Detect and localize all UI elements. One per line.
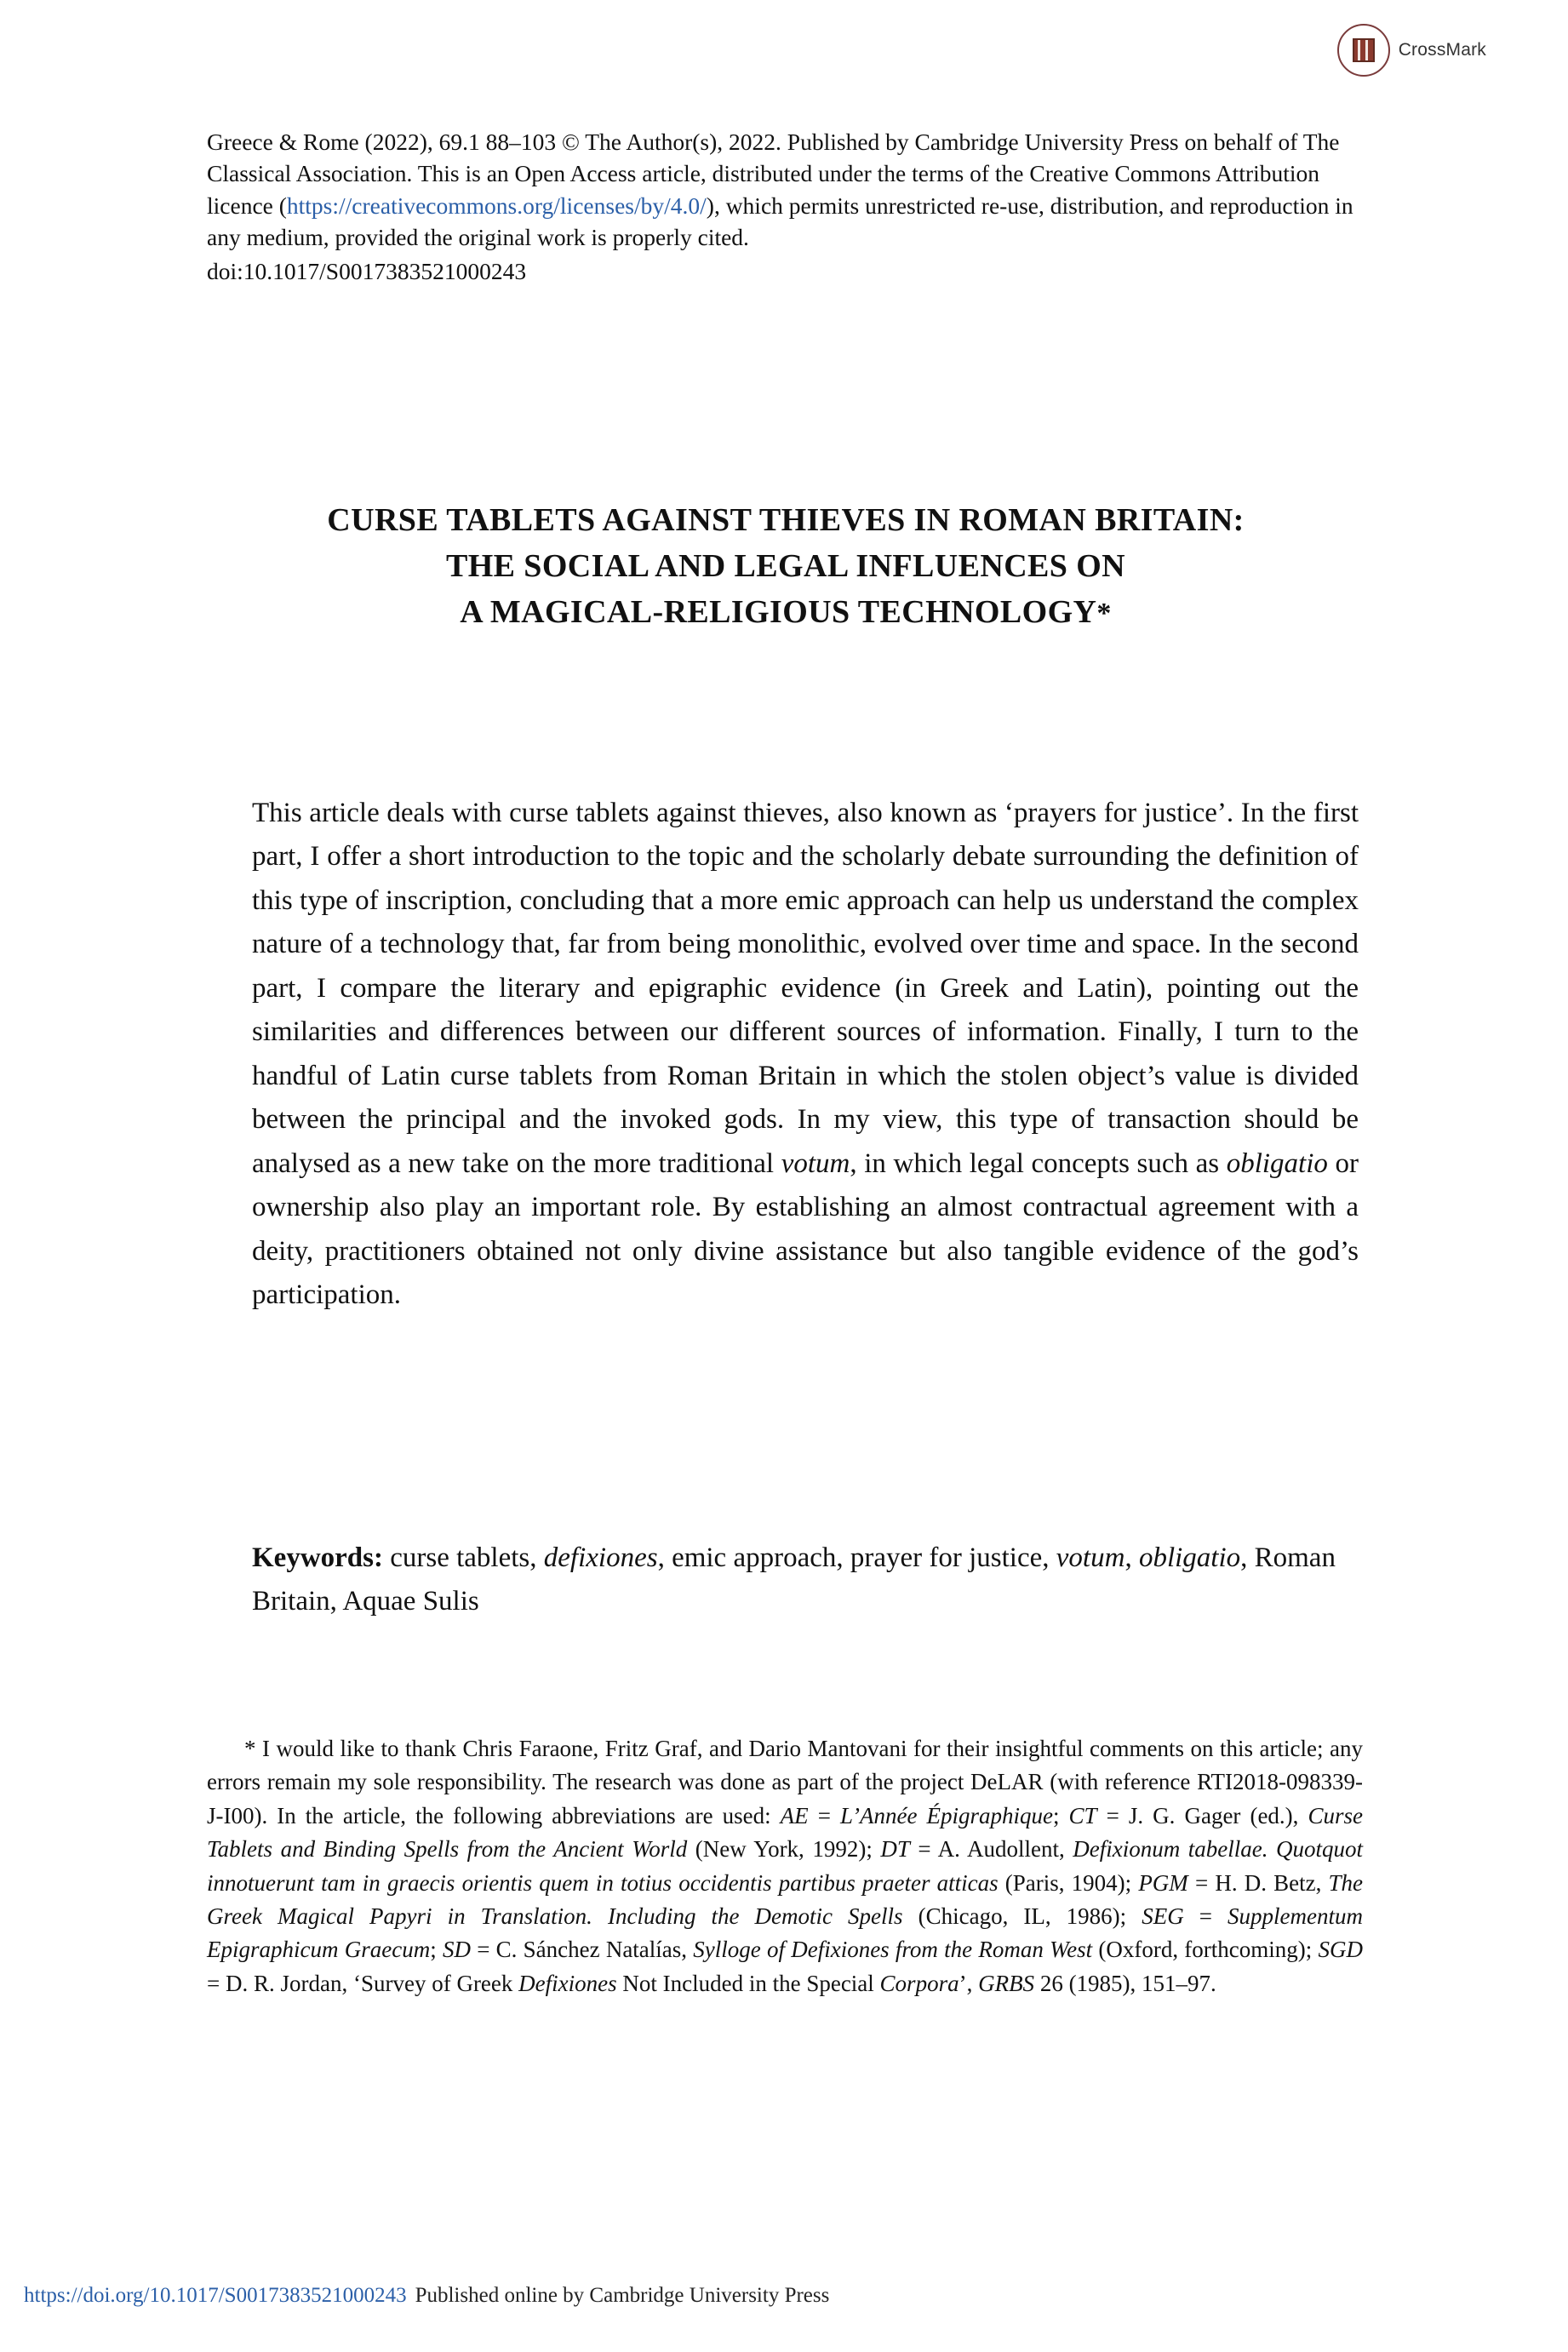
title-line-3-text: A MAGICAL-RELIGIOUS TECHNOLOGY <box>460 594 1097 631</box>
footnote-abbr-grbs: GRBS <box>978 1970 1035 1996</box>
keywords-label: Keywords: <box>252 1542 383 1573</box>
footnote-text-2: = <box>808 1802 840 1828</box>
copyright-text-after-link: ), which permits unrestricted re-use, distribution, and reproduction in any medium, provided the original work is properly cited. <box>207 192 1353 251</box>
footnote-abbr-dt: DT <box>880 1836 910 1863</box>
doi-text: doi:10.1017/S0017383521000243 <box>207 257 527 284</box>
title-line-2: THE SOCIAL AND LEGAL INFLUENCES ON <box>445 548 1126 585</box>
keywords-italic-obligatio: obligatio <box>1138 1542 1241 1573</box>
footnote-abbr-sd: SD <box>442 1937 471 1963</box>
footnote-text-15: Not Included in the Special <box>616 1970 880 1996</box>
footnote-text-8: = H. D. Betz, <box>1187 1869 1329 1896</box>
crossmark-label: CrossMark <box>1398 40 1486 60</box>
footnote-text-12: = C. Sánchez Natalías, <box>470 1937 694 1963</box>
footnote-title-gager: Curse Tablets and Binding Spells from the Ancient World <box>207 1802 1363 1863</box>
footnote-text-13: (Oxford, forthcoming); <box>1092 1937 1319 1963</box>
footnote-abbr-ae: AE <box>780 1802 809 1828</box>
keywords-part-2: , emic approach, prayer for justice, <box>657 1542 1056 1573</box>
published-by-text: Published online by Cambridge University Press <box>415 2284 830 2307</box>
footnote-divider <box>207 1707 573 1708</box>
footnote-text-10: = <box>1183 1903 1228 1930</box>
footnote-text-11: ; <box>430 1937 443 1963</box>
abstract-text-part-2: , in which legal concepts such as <box>850 1147 1227 1179</box>
title-line-3 <box>207 590 1365 636</box>
footnote <box>207 1732 1363 2000</box>
keywords-italic-votum: votum <box>1056 1542 1125 1573</box>
footnote-title-sylloge: Sylloge of Defixiones from the Roman West <box>693 1937 1093 1963</box>
page-footer <box>24 2284 829 2308</box>
abstract <box>252 792 1359 1318</box>
keywords-part-1: curse tablets, <box>382 1542 544 1573</box>
abstract-text-part-1: This article deals with curse tablets against thieves, also known as ‘prayers for justice’. In the first part, I offer a short introduction to the topic and the scholarly debate surrounding the definition of this type of inscription, concluding that a more emic approach can help us understand the complex nature of a technology that, far from being monolithic, evolved over time and space. In the second part, I compare the literary and epigraphic evidence (in Greek and Latin), pointing out the similarities and differences between our different sources of information. Finally, I turn to the handful of Latin curse tablets from Roman Britain in which the stolen object’s value is divided between the principal and the invoked gods. In my view, this type of transaction should be analysed as a new take on the more traditional <box>252 798 1359 1179</box>
keywords-part-3: , <box>1124 1542 1139 1573</box>
footnote-text-5: (New York, 1992); <box>687 1836 881 1863</box>
footnote-title-seg: Supplementum Epigraphicum Graecum <box>207 1903 1363 1963</box>
doi-link[interactable]: https://doi.org/10.1017/S0017383521000243 <box>24 2284 407 2307</box>
abstract-italic-votum: votum <box>781 1147 850 1179</box>
footnote-text-7: (Paris, 1904); <box>998 1869 1139 1896</box>
page-title <box>207 498 1365 636</box>
footnote-text-14: = D. R. Jordan, ‘Survey of Greek <box>207 1970 519 1996</box>
footnote-title-betz: The Greek Magical Papyri in Translation. Including the Demotic Spells <box>207 1869 1364 1930</box>
title-footnote-marker[interactable]: * <box>1096 598 1112 630</box>
crossmark-icon <box>1337 24 1390 77</box>
footnote-abbr-seg: SEG <box>1142 1903 1184 1930</box>
footnote-abbr-ct: CT <box>1068 1802 1097 1828</box>
keywords-italic-defixiones: defixiones <box>543 1542 658 1573</box>
crossmark-badge[interactable] <box>1337 24 1486 77</box>
footnote-text-3: ; <box>1052 1802 1069 1828</box>
footnote-italic-corpora: Corpora <box>879 1970 959 1996</box>
title-line-1: CURSE TABLETS AGAINST THIEVES IN ROMAN BRITAIN: <box>327 502 1245 539</box>
footnote-marker: * <box>244 1736 256 1761</box>
footnote-text-17: 26 (1985), 151–97. <box>1034 1970 1216 1996</box>
footnote-text-9: (Chicago, IL, 1986); <box>902 1903 1142 1930</box>
footnote-title-audollent: Defixionum tabellae. Quotquot innotuerunt tam in graecis orientis quem in totius occidentis partibus praeter atticas <box>207 1836 1363 1896</box>
footnote-text-6: = A. Audollent, <box>909 1836 1073 1863</box>
copyright-text-before-link: Greece & Rome (2022), 69.1 88–103 © The Author(s), 2022. Published by Cambridge University Press on behalf of The Classical Association. This is an Open Access article, distributed under the terms of the Creative Commons Attribution licence ( <box>207 129 1340 219</box>
abstract-text-part-3: or ownership also play an important role. By establishing an almost contractual agreement with a deity, practitioners obtained not only divine assistance but also tangible evidence of the god’s participation. <box>252 1147 1359 1311</box>
abstract-italic-obligatio: obligatio <box>1226 1147 1328 1179</box>
footnote-abbr-pgm: PGM <box>1138 1869 1188 1896</box>
footnote-text-4: = J. G. Gager (ed.), <box>1096 1802 1308 1828</box>
keywords-part-4: , Roman Britain, Aquae Sulis <box>252 1542 1336 1617</box>
copyright-block <box>207 126 1365 287</box>
footnote-abbr-sgd: SGD <box>1318 1937 1363 1963</box>
footnote-title-annee: L’Année Épigraphique <box>839 1802 1053 1828</box>
footnote-text-16: ’, <box>959 1970 979 1996</box>
footnote-italic-defixiones: Defixiones <box>518 1970 617 1996</box>
creative-commons-link[interactable]: https://creativecommons.org/licenses/by/4.0/ <box>286 192 707 219</box>
footnote-text-1: I would like to thank Chris Faraone, Fritz Graf, and Dario Mantovani for their insightful comments on this article; any errors remain my sole responsibility. The research was done as part of the project DeLAR (with reference RTI2018-098339-J-I00). In the article, the following abbreviations are used: <box>207 1736 1363 1828</box>
keywords <box>252 1537 1359 1624</box>
